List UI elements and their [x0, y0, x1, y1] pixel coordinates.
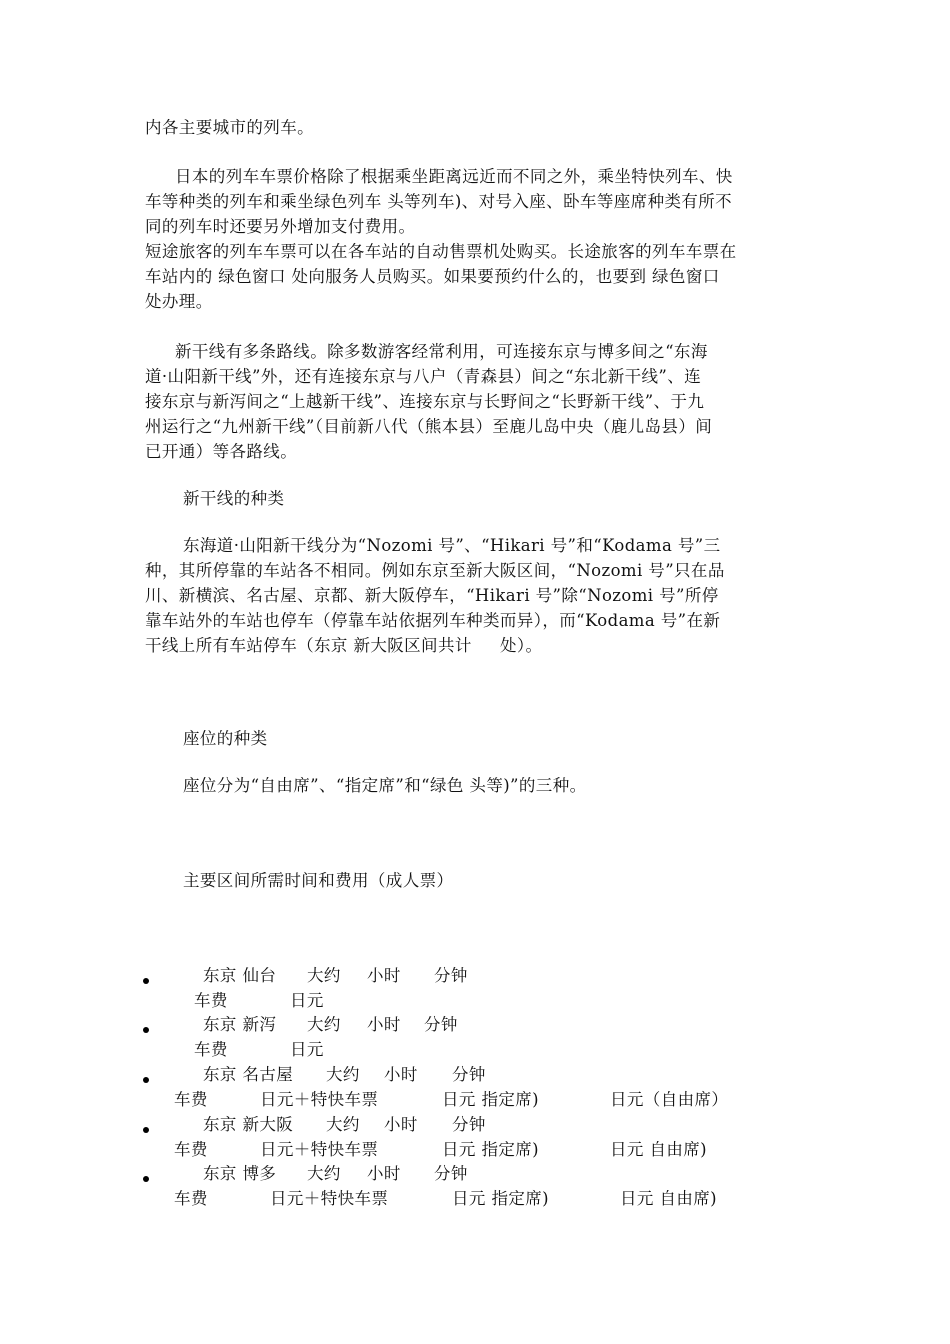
- route-name: 东京 新泻: [203, 1015, 277, 1034]
- route-yen: 日元＋特快车票: [270, 1189, 389, 1208]
- list-bullet: [143, 978, 149, 984]
- route-minute: 分钟: [452, 1115, 486, 1134]
- text-line: 日本的列车车票价格除了根据乘坐距离远近而不同之外，乘坐特快列车、快: [175, 167, 733, 186]
- route-hour: 小时: [367, 1164, 401, 1183]
- route-minute: 分钟: [424, 1015, 458, 1034]
- text-line: 靠车站外的车站也停车（停靠车站依据列车种类而异），而“Kodama 号”在新: [145, 611, 721, 630]
- text-line: 内各主要城市的列车。: [145, 118, 314, 137]
- route-about: 大约: [326, 1115, 360, 1134]
- route-name: 东京 仙台: [203, 966, 277, 985]
- text-line: 同的列车时还要另外增加支付费用。: [145, 217, 416, 236]
- route-hour: 小时: [384, 1065, 418, 1084]
- route-hour: 小时: [384, 1115, 418, 1134]
- text-line: 干线上所有车站停车（东京 新大阪区间共计 处）。: [145, 636, 543, 655]
- text-line: 车等种类的列车和乘坐绿色列车 头等列车)、对号入座、卧车等座席种类有所不: [145, 192, 733, 211]
- list-bullet: [143, 1127, 149, 1133]
- text-line: 接东京与新泻间之“上越新干线”、连接东京与长野间之“长野新干线”、于九: [145, 392, 705, 411]
- text-line: 道·山阳新干线”外，还有连接东京与八户（青森县）间之“东北新干线”、连: [145, 367, 702, 386]
- route-fare: 车费: [174, 1189, 208, 1208]
- route-yen: 日元＋特快车票: [260, 1140, 379, 1159]
- route-minute: 分钟: [434, 1164, 468, 1183]
- text-line: 短途旅客的列车车票可以在各车站的自动售票机处购买。长途旅客的列车车票在: [145, 242, 737, 261]
- route-name: 东京 新大阪: [203, 1115, 294, 1134]
- route-yen-free: 日元（自由席）: [610, 1090, 729, 1109]
- route-yen: 日元: [290, 991, 324, 1010]
- text-line: 已开通）等各路线。: [145, 442, 298, 461]
- text-line: 川、新横滨、名古屋、京都、新大阪停车，“Hikari 号”除“Nozomi 号”所停: [145, 586, 719, 605]
- route-fare: 车费: [194, 991, 228, 1010]
- route-about: 大约: [307, 966, 341, 985]
- route-name: 东京 名古屋: [203, 1065, 294, 1084]
- text-line: 新干线有多条路线。除多数游客经常利用，可连接东京与博多间之“东海: [175, 342, 708, 361]
- text-line: 种，其所停靠的车站各不相同。例如东京至新大阪区间，“Nozomi 号”只在品: [145, 561, 725, 580]
- route-fare: 车费: [174, 1140, 208, 1159]
- route-fare: 车费: [174, 1090, 208, 1109]
- list-bullet: [143, 1176, 149, 1182]
- list-bullet: [143, 1027, 149, 1033]
- route-minute: 分钟: [452, 1065, 486, 1084]
- text-line: 东海道·山阳新干线分为“Nozomi 号”、“Hikari 号”和“Kodama 号”三: [183, 536, 721, 555]
- route-yen-reserved: 日元 指定席): [442, 1090, 539, 1109]
- route-hour: 小时: [367, 1015, 401, 1034]
- route-yen: 日元＋特快车票: [260, 1090, 379, 1109]
- text-line: 车站内的 绿色窗口 处向服务人员购买。如果要预约什么的，也要到 绿色窗口: [145, 267, 720, 286]
- route-yen-reserved: 日元 指定席): [442, 1140, 539, 1159]
- route-fare: 车费: [194, 1040, 228, 1059]
- text-line: 座位分为“自由席”、“指定席”和“绿色 头等)”的三种。: [183, 776, 587, 795]
- section-heading: 座位的种类: [183, 729, 268, 748]
- route-yen: 日元: [290, 1040, 324, 1059]
- route-about: 大约: [307, 1015, 341, 1034]
- route-hour: 小时: [367, 966, 401, 985]
- list-bullet: [143, 1077, 149, 1083]
- route-minute: 分钟: [434, 966, 468, 985]
- section-heading: 新干线的种类: [183, 489, 285, 508]
- text-line: 州运行之“九州新干线”（目前新八代（熊本县）至鹿儿岛中央（鹿儿岛县）间: [145, 417, 713, 436]
- route-name: 东京 博多: [203, 1164, 277, 1183]
- route-about: 大约: [326, 1065, 360, 1084]
- section-heading: 主要区间所需时间和费用（成人票）: [183, 871, 454, 890]
- text-line: 处办理。: [145, 292, 213, 311]
- route-yen-free: 日元 自由席): [620, 1189, 717, 1208]
- route-about: 大约: [307, 1164, 341, 1183]
- route-yen-free: 日元 自由席): [610, 1140, 707, 1159]
- route-yen-reserved: 日元 指定席): [452, 1189, 549, 1208]
